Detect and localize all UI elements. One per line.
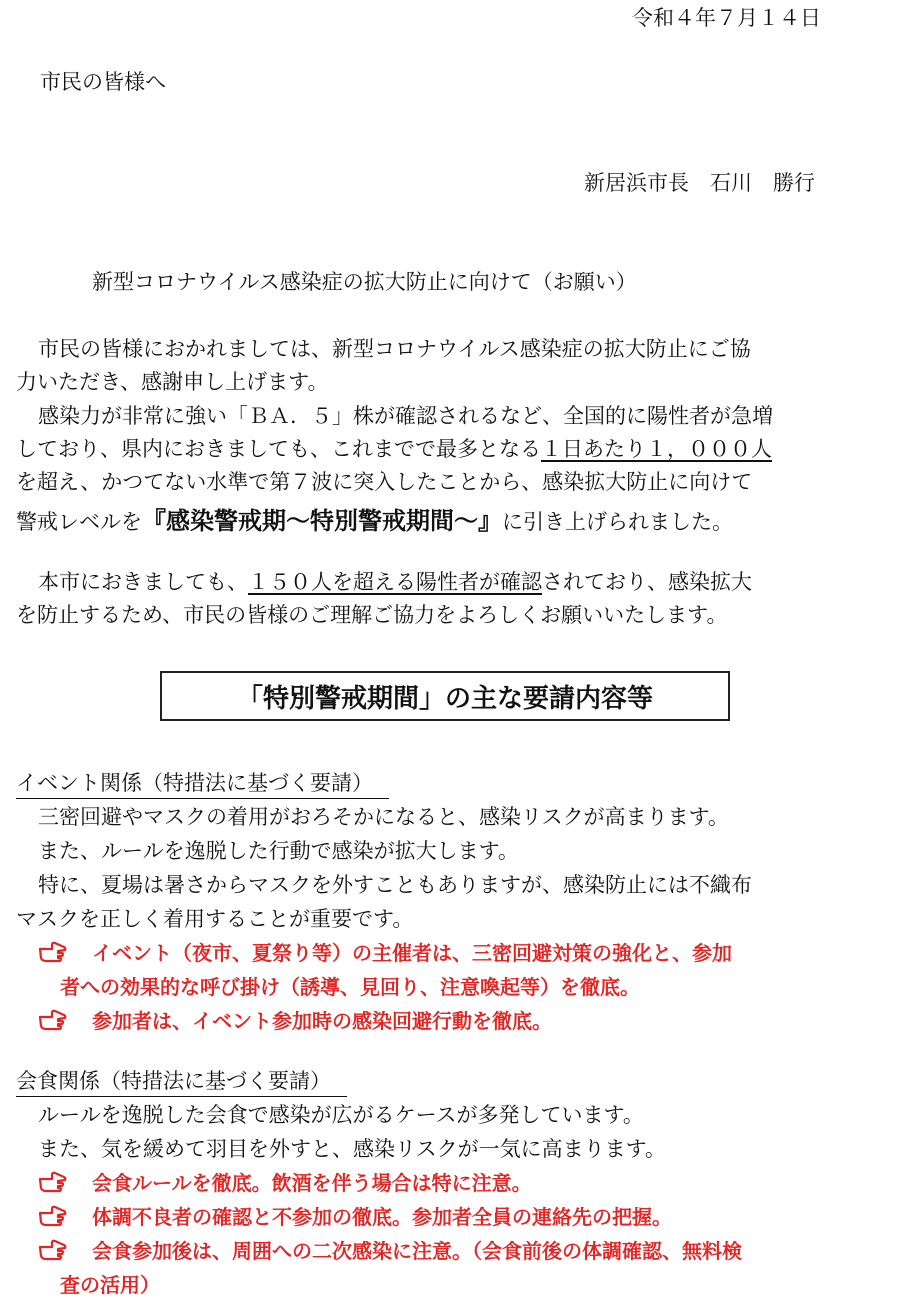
alert-level-emphasis: 『感染警戒期～特別警戒期間～』 [142,507,502,535]
text-line [16,566,896,599]
underlined-count: １５０人を超える陽性者が確認 [248,570,542,594]
recipient: 市民の皆様へ [40,70,166,94]
request-bullet [16,1004,896,1038]
text-line: 三密回避やマスクの着用がおろそかになると、感染リスクが高まります。 [38,805,729,829]
text-line [16,505,896,539]
pointing-hand-icon [38,1170,68,1194]
underlined-count: １日あたり１，０００人 [541,437,772,461]
text-line: 感染力が非常に強い「ＢＡ．５」株が確認されるなど、全国的に陽性者が急増 [38,404,773,428]
bullet-text: 会食ルールを徹底。飲酒を伴う場合は特に注意。 [92,1171,532,1195]
bullet-text: 参加者は、イベント参加時の感染回避行動を徹底。 [92,1009,552,1033]
request-bullet [16,1166,896,1200]
text-span: に引き上げられました。 [502,510,733,534]
text-line: ルールを逸脱した会食で感染が広がるケースが多発しています。 [38,1103,644,1127]
text-span: 本市におきましても、 [38,570,248,594]
request-bullet [16,936,896,1004]
text-span: 警戒レベルを [16,510,142,534]
pointing-hand-icon [38,1008,68,1032]
text-span: しており、県内におきましても、これまでで最多となる [16,437,541,461]
request-bullet [16,1234,896,1302]
intro-paragraph-3 [16,566,896,632]
text-span: されており、感染拡大 [542,570,752,594]
document-date: 令和４年７月１４日 [632,6,821,30]
text-line: を超え、かつてない水準で第７波に突入したことから、感染拡大防止に向けて [16,470,753,494]
text-line: また、気を緩めて羽目を外すと、感染リスクが一気に高まります。 [38,1137,666,1161]
bullet-text: 者への効果的な呼び掛け（誘導、見回り、注意喚起等）を徹底。 [60,975,640,999]
pointing-hand-icon [38,1204,68,1228]
text-line: を防止するため、市民の皆様のご理解ご協力をよろしくお願いいたします。 [16,603,728,627]
section-dining [16,1064,896,1302]
text-line [16,433,896,466]
text-line: また、ルールを逸脱した行動で感染が拡大します。 [38,839,519,863]
text-line: マスクを正しく着用することが重要です。 [16,907,414,931]
bullet-text: 査の活用） [60,1273,160,1297]
section-heading: イベント関係（特措法に基づく要請） [16,768,389,799]
intro-paragraph-2 [16,400,896,539]
pointing-hand-icon [38,940,68,964]
bullet-text: 体調不良者の確認と不参加の徹底。参加者全員の連絡先の把握。 [92,1205,672,1229]
bullet-text: 会食参加後は、周囲への二次感染に注意。（会食前後の体調確認、無料検 [92,1239,742,1263]
section-events [16,766,896,1038]
section-heading: 会食関係（特措法に基づく要請） [16,1066,347,1097]
bullet-text: イベント（夜市、夏祭り等）の主催者は、三密回避対策の強化と、参加 [92,941,732,965]
text-line: 市民の皆様におかれましては、新型コロナウイルス感染症の拡大防止にご協 [38,337,751,361]
sender: 新居浜市長 石川 勝行 [584,171,815,195]
intro-paragraph-1 [16,333,896,399]
boxed-heading: 「特別警戒期間」の主な要請内容等 [160,671,730,721]
text-line: 力いただき、感謝申し上げます。 [16,370,329,394]
text-line: 特に、夏場は暑さからマスクを外すこともありますが、感染防止には不織布 [38,873,752,897]
document-title: 新型コロナウイルス感染症の拡大防止に向けて（お願い） [92,270,637,294]
request-bullet [16,1200,896,1234]
pointing-hand-icon [38,1238,68,1262]
